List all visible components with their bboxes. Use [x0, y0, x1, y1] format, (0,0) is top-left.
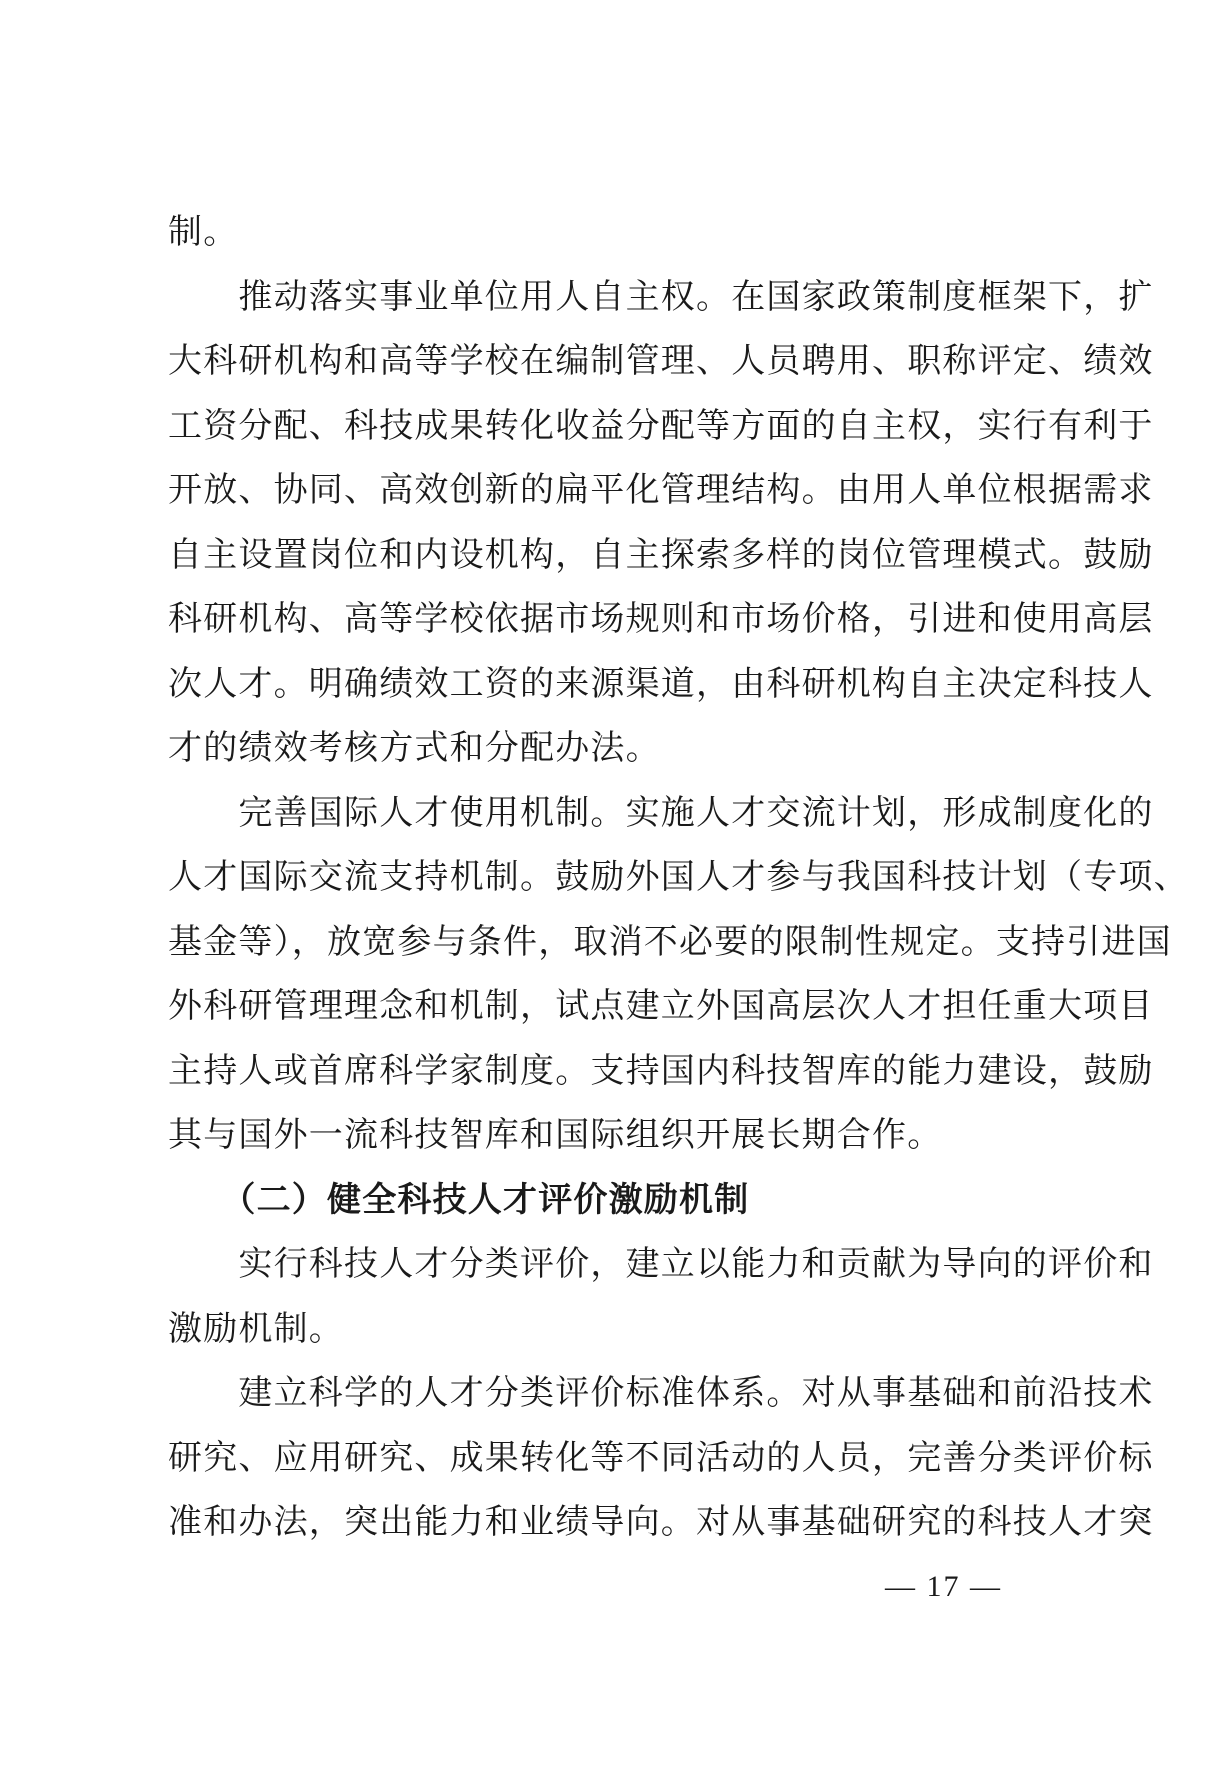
text-line: 完善国际人才使用机制。实施人才交流计划，形成制度化的 — [168, 792, 1154, 833]
text-line: 科研机构、高等学校依据市场规则和市场价格，引进和使用高层 — [168, 599, 1154, 639]
text-line: 实行科技人才分类评价，建立以能力和贡献为导向的评价和 — [168, 1244, 1154, 1284]
text-line: 自主设置岗位和内设机构，自主探索多样的岗位管理模式。鼓励 — [168, 534, 1154, 575]
section-heading: （二）健全科技人才评价激励机制 — [168, 1179, 750, 1220]
text-line: 研究、应用研究、成果转化等不同活动的人员，完善分类评价标 — [168, 1437, 1154, 1478]
text-line: 其与国外一流科技智库和国际组织开展长期合作。 — [168, 1115, 943, 1155]
text-line: 基金等），放宽参与条件，取消不必要的限制性规定。支持引进国 — [168, 921, 1172, 962]
text-line: 人才国际交流支持机制。鼓励外国人才参与我国科技计划（专项、 — [168, 857, 1189, 897]
text-line: 制。 — [168, 212, 239, 252]
text-line: 次人才。明确绩效工资的来源渠道，由科研机构自主决定科技人 — [168, 663, 1154, 704]
text-line: 开放、协同、高效创新的扁平化管理结构。由用人单位根据需求 — [168, 470, 1154, 510]
text-line: 才的绩效考核方式和分配办法。 — [168, 728, 661, 768]
text-line: 外科研管理理念和机制，试点建立外国高层次人才担任重大项目 — [168, 986, 1154, 1026]
text-line: 推动落实事业单位用人自主权。在国家政策制度框架下，扩 — [168, 276, 1154, 317]
page-number: — 17 — — [885, 1570, 1002, 1603]
document-body — [168, 200, 1189, 1555]
text-line: 准和办法，突出能力和业绩导向。对从事基础研究的科技人才突 — [168, 1502, 1154, 1542]
text-line: 激励机制。 — [168, 1308, 344, 1349]
text-line: 主持人或首席科学家制度。支持国内科技智库的能力建设，鼓励 — [168, 1050, 1154, 1091]
text-line: 大科研机构和高等学校在编制管理、人员聘用、职称评定、绩效 — [168, 341, 1154, 381]
text-line: 建立科学的人才分类评价标准体系。对从事基础和前沿技术 — [168, 1373, 1154, 1413]
text-line: 工资分配、科技成果转化收益分配等方面的自主权，实行有利于 — [168, 405, 1154, 446]
